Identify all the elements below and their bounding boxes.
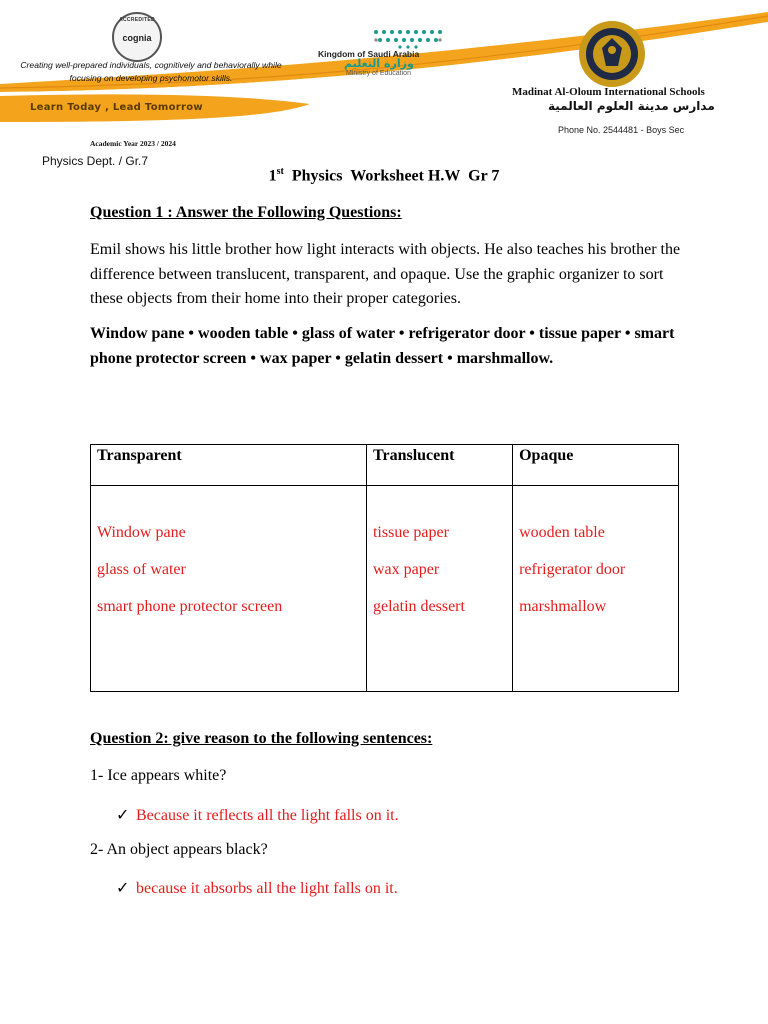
answer-item: wax paper bbox=[372, 561, 440, 578]
question-2-item-1: 1- Ice appears white? bbox=[90, 767, 227, 784]
title-text: Physics Worksheet H.W Gr 7 bbox=[283, 167, 500, 185]
opaque-column bbox=[513, 486, 679, 692]
answer-text: because it absorbs all the light falls on it. bbox=[136, 880, 398, 897]
header-opaque: Opaque bbox=[513, 445, 679, 486]
ministry-dots-logo bbox=[370, 26, 444, 50]
table-header-row bbox=[91, 445, 679, 486]
worksheet-title bbox=[0, 166, 768, 185]
header-translucent: Translucent bbox=[366, 445, 512, 486]
school-crest-logo bbox=[578, 20, 646, 88]
question-1-text: Emil shows his little brother how light interacts with objects. He also teaches his brother the difference between translucent, transparent, and opaque. Use the graphic organizer to sort these objects from their home into their proper categories. bbox=[90, 241, 681, 307]
answer-item: Window pane bbox=[97, 524, 186, 541]
answer-item: refrigerator door bbox=[519, 561, 626, 578]
accreditation-logo bbox=[112, 12, 162, 62]
answer-item: smart phone protector screen bbox=[97, 598, 283, 615]
question-2-answer-2 bbox=[116, 878, 398, 898]
ministry-name: Ministry of Education bbox=[346, 70, 411, 77]
answer-item: tissue paper bbox=[372, 524, 449, 541]
question-1-heading: Question 1 : Answer the Following Questions: bbox=[90, 204, 402, 221]
accreditation-mark: cognia bbox=[122, 33, 152, 43]
header-transparent: Transparent bbox=[91, 445, 367, 486]
school-motto: Learn Today , Lead Tomorrow bbox=[30, 102, 203, 113]
question-2-answer-1 bbox=[116, 805, 399, 825]
title-ordinal: st bbox=[276, 166, 284, 177]
question-2-item-2: 2- An object appears black? bbox=[90, 841, 268, 858]
academic-year: Academic Year 2023 / 2024 bbox=[90, 139, 176, 148]
ministry-country: Kingdom of Saudi Arabia bbox=[318, 49, 420, 59]
answer-text: Because it reflects all the light falls on it. bbox=[136, 807, 399, 824]
school-tagline: Creating well-prepared individuals, cognitively and behaviorally while focusing on developing psychomotor skills. bbox=[20, 60, 282, 83]
checkmark-icon: ✓ bbox=[116, 807, 130, 824]
translucent-column bbox=[366, 486, 512, 692]
table-answer-row bbox=[91, 486, 679, 692]
school-phone: Phone No. 2544481 - Boys Sec bbox=[558, 125, 685, 135]
ministry-name-arabic: وزارة التعليم bbox=[344, 57, 414, 70]
school-name-english: Madinat Al-Oloum International Schools bbox=[512, 86, 705, 98]
title-number: 1 bbox=[268, 167, 277, 185]
answer-item: glass of water bbox=[97, 561, 186, 578]
answer-item: wooden table bbox=[519, 524, 605, 541]
checkmark-icon: ✓ bbox=[116, 880, 130, 897]
question-2-heading: Question 2: give reason to the following sentences: bbox=[90, 730, 433, 747]
answer-item: marshmallow bbox=[519, 598, 607, 615]
school-name-arabic: مدارس مدينة العلوم العالمية bbox=[548, 99, 715, 113]
accreditation-ring-text: ACCREDITED bbox=[119, 17, 155, 23]
answer-item: gelatin dessert bbox=[372, 598, 465, 615]
question-1-item-list: Window pane • wooden table • glass of water • refrigerator door • tissue paper • smart phone protector screen • wax paper • gelatin dessert • marshmallow. bbox=[90, 325, 675, 367]
transparent-column bbox=[91, 486, 367, 692]
department-grade: Physics Dept. / Gr.7 bbox=[42, 154, 149, 168]
sorting-table bbox=[90, 444, 679, 692]
